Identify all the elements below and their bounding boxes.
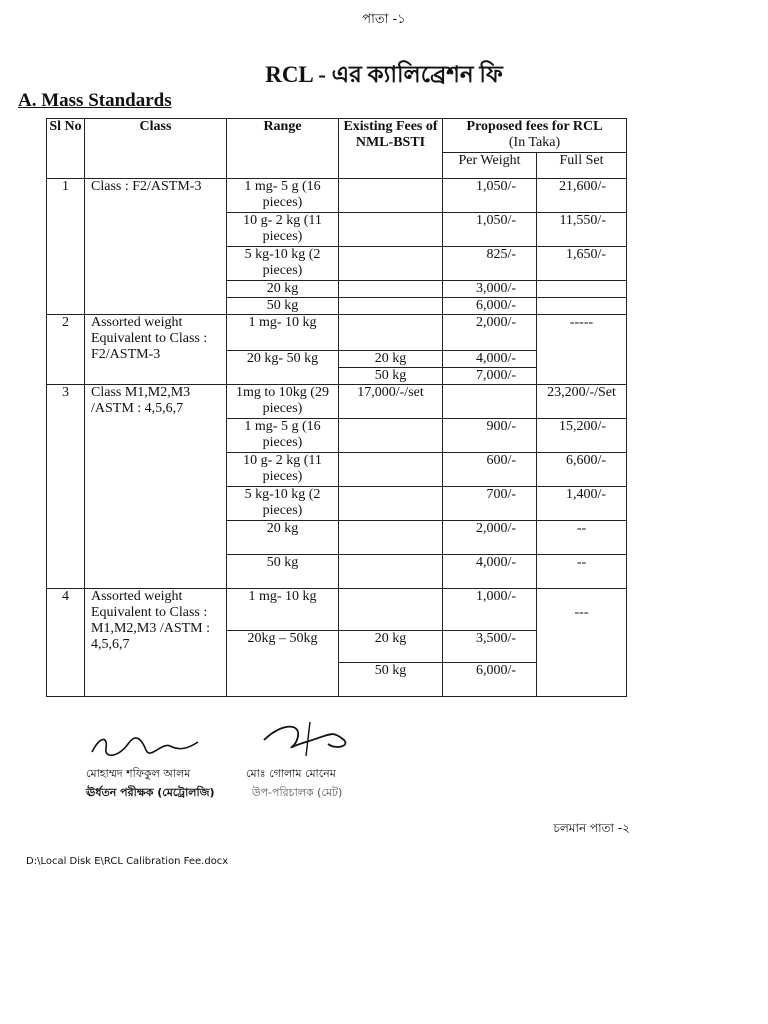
range-cell: 5 kg-10 kg (2 pieces) <box>227 247 339 281</box>
signatory-left-name: মোহাম্মদ শফিকুল আলম <box>86 767 191 780</box>
per-weight-cell: 6,000/- <box>443 298 537 315</box>
per-weight-cell <box>443 385 537 419</box>
existing-fee-cell <box>339 315 443 351</box>
full-set-cell <box>537 281 627 298</box>
existing-fee-cell <box>339 487 443 521</box>
range-cell: 20kg – 50kg <box>227 631 339 697</box>
range-cell: 1 mg- 5 g (16 pieces) <box>227 179 339 213</box>
existing-fee-cell <box>339 213 443 247</box>
range-cell: 10 g- 2 kg (11 pieces) <box>227 213 339 247</box>
existing-fee-cell <box>339 179 443 213</box>
range-cell: 20 kg <box>227 281 339 298</box>
existing-fee-cell <box>339 298 443 315</box>
header-existing-fees: Existing Fees of NML-BSTI <box>339 119 443 179</box>
fees-table <box>46 118 627 697</box>
existing-fee-cell: 20 kg <box>339 631 443 663</box>
existing-fee-cell <box>339 247 443 281</box>
table-row <box>47 179 627 213</box>
range-cell: 20 kg <box>227 521 339 555</box>
sl-no-cell: 4 <box>47 589 85 697</box>
header-full-set: Full Set <box>537 153 627 179</box>
per-weight-cell: 2,000/- <box>443 315 537 351</box>
signatory-right-designation: উপ-পরিচালক (মেট) <box>252 786 343 799</box>
existing-fee-cell <box>339 555 443 589</box>
header-proposed-unit: (In Taka) <box>508 135 561 150</box>
range-cell: 20 kg- 50 kg <box>227 351 339 385</box>
existing-fee-cell <box>339 521 443 555</box>
existing-fee-cell <box>339 589 443 631</box>
range-cell: 10 g- 2 kg (11 pieces) <box>227 453 339 487</box>
full-set-cell: 23,200/-/Set <box>537 385 627 419</box>
per-weight-cell: 4,000/- <box>443 555 537 589</box>
section-heading: A. Mass Standards <box>18 90 172 111</box>
per-weight-cell: 6,000/- <box>443 663 537 697</box>
file-path-footer: D:\Local Disk E\RCL Calibration Fee.docx <box>26 856 229 867</box>
full-set-cell: ----- <box>537 315 627 385</box>
existing-fee-cell: 17,000/-/set <box>339 385 443 419</box>
continuation-note: চলমান পাতা -২ <box>553 821 630 835</box>
per-weight-cell: 825/- <box>443 247 537 281</box>
range-cell: 50 kg <box>227 555 339 589</box>
signatory-left-designation: ঊর্ধতন পরীক্ষক (মেট্রোলজি) <box>86 786 215 799</box>
per-weight-cell: 900/- <box>443 419 537 453</box>
header-proposed-title: Proposed fees for RCL <box>466 119 603 134</box>
per-weight-cell: 4,000/- <box>443 351 537 368</box>
existing-fee-cell: 50 kg <box>339 368 443 385</box>
class-cell: Assorted weight Equivalent to Class : M1,M2,M3 /ASTM : 4,5,6,7 <box>85 589 227 697</box>
header-range: Range <box>227 119 339 179</box>
header-per-weight: Per Weight <box>443 153 537 179</box>
header-sl-no: Sl No <box>47 119 85 179</box>
per-weight-cell: 3,000/- <box>443 281 537 298</box>
range-cell: 1mg to 10kg (29 pieces) <box>227 385 339 419</box>
table-row <box>47 315 627 351</box>
per-weight-cell: 1,050/- <box>443 179 537 213</box>
class-cell: Class : F2/ASTM-3 <box>85 179 227 315</box>
signatory-right-name: মোঃ গোলাম মোনেম <box>246 767 336 780</box>
existing-fee-cell <box>339 281 443 298</box>
per-weight-cell: 700/- <box>443 487 537 521</box>
range-cell: 5 kg-10 kg (2 pieces) <box>227 487 339 521</box>
full-set-cell: -- <box>537 521 627 555</box>
per-weight-cell: 2,000/- <box>443 521 537 555</box>
signature-left <box>86 732 215 803</box>
header-proposed-fees <box>443 119 627 153</box>
per-weight-cell: 3,500/- <box>443 631 537 663</box>
full-set-cell: --- <box>537 589 627 697</box>
class-cell: Class M1,M2,M3 /ASTM : 4,5,6,7 <box>85 385 227 589</box>
sl-no-cell: 2 <box>47 315 85 385</box>
handwritten-signature-left <box>86 732 206 760</box>
range-cell: 1 mg- 10 kg <box>227 315 339 351</box>
full-set-cell: -- <box>537 555 627 589</box>
handwritten-signature-right <box>240 716 370 760</box>
range-cell: 50 kg <box>227 298 339 315</box>
full-set-cell: 15,200/- <box>537 419 627 453</box>
full-set-cell: 1,400/- <box>537 487 627 521</box>
table-row <box>47 589 627 631</box>
per-weight-cell: 1,000/- <box>443 589 537 631</box>
header-class: Class <box>85 119 227 179</box>
range-cell: 1 mg- 5 g (16 pieces) <box>227 419 339 453</box>
range-cell: 1 mg- 10 kg <box>227 589 339 631</box>
full-set-cell: 21,600/- <box>537 179 627 213</box>
sl-no-cell: 3 <box>47 385 85 589</box>
table-row <box>47 385 627 419</box>
per-weight-cell: 7,000/- <box>443 368 537 385</box>
existing-fee-cell: 20 kg <box>339 351 443 368</box>
full-set-cell: 1,650/- <box>537 247 627 281</box>
per-weight-cell: 1,050/- <box>443 213 537 247</box>
existing-fee-cell: 50 kg <box>339 663 443 697</box>
sl-no-cell: 1 <box>47 179 85 315</box>
per-weight-cell: 600/- <box>443 453 537 487</box>
class-cell: Assorted weight Equivalent to Class : F2/ASTM-3 <box>85 315 227 385</box>
existing-fee-cell <box>339 453 443 487</box>
document-title: RCL - এর ক্যালিব্রেশন ফি <box>265 62 503 87</box>
full-set-cell: 6,600/- <box>537 453 627 487</box>
full-set-cell: 11,550/- <box>537 213 627 247</box>
page-number: পাতা -১ <box>362 12 406 27</box>
full-set-cell <box>537 298 627 315</box>
signature-right <box>240 716 370 803</box>
existing-fee-cell <box>339 419 443 453</box>
